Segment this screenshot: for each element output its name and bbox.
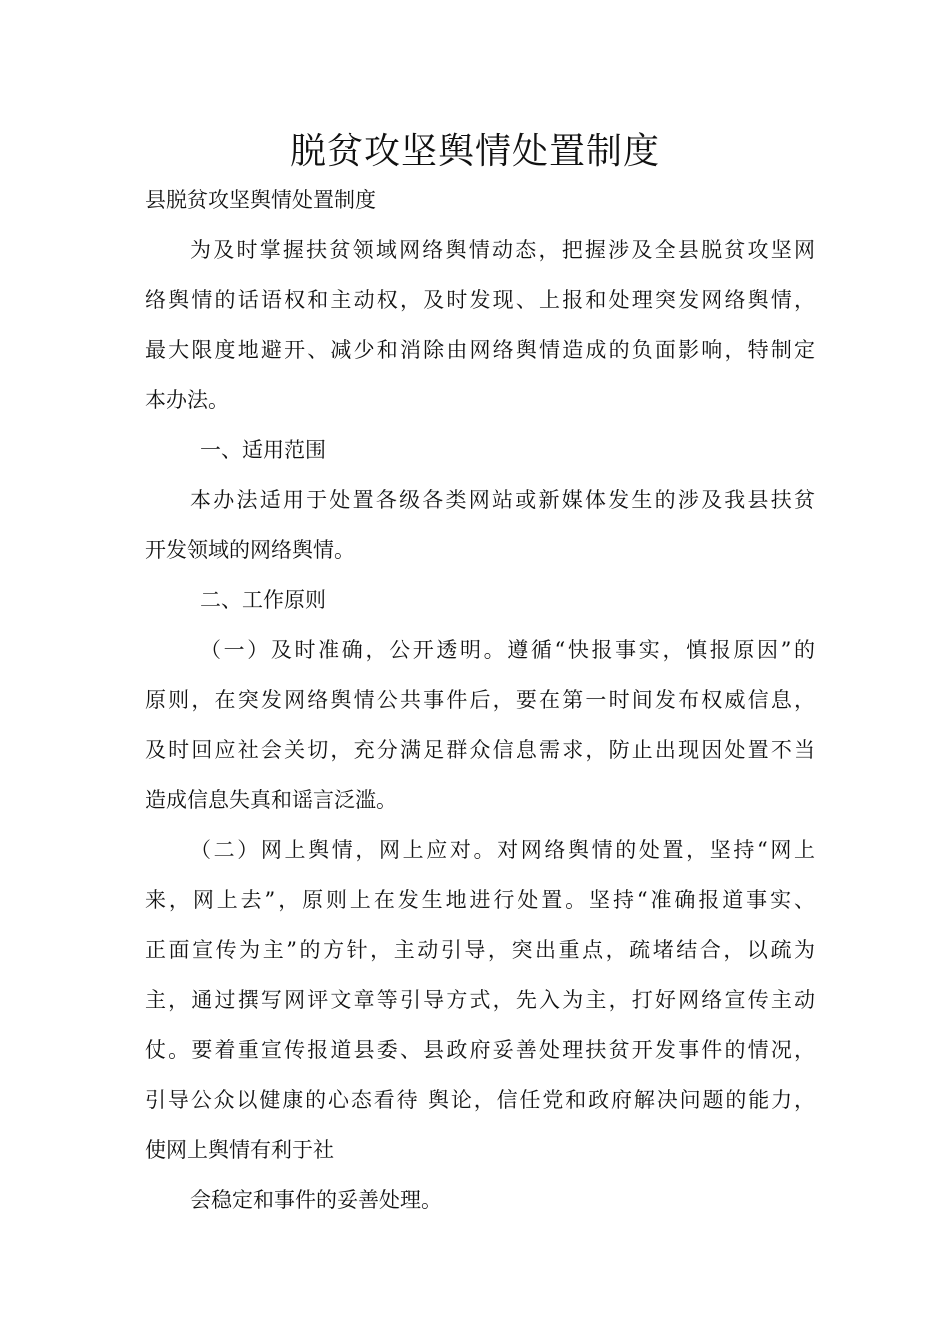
section-heading: 二、工作原则 — [200, 588, 326, 612]
paragraph-line: 仗。要着重宣传报道县委、县政府妥善处理扶贫开发事件的情况， — [145, 1038, 815, 1062]
paragraph-line: 正面宣传为主”的方针，主动引导，突出重点，疏堵结合，以疏为 — [145, 938, 815, 962]
paragraph-line: 本办法。 — [145, 388, 229, 412]
paragraph-line: 及时回应社会关切，充分满足群众信息需求，防止出现因处置不当 — [145, 738, 815, 762]
paragraph-line: （一）及时准确，公开透明。遵循“快报事实，慎报原因”的 — [200, 638, 815, 662]
paragraph-line: 引导公众以健康的心态看待 舆论，信任党和政府解决问题的能力， — [145, 1088, 815, 1112]
paragraph-line: 会稳定和事件的妥善处理。 — [190, 1188, 442, 1212]
paragraph-line: 本办法适用于处置各级各类网站或新媒体发生的涉及我县扶贫 — [190, 488, 815, 512]
document-title: 脱贫攻坚舆情处置制度 — [289, 131, 660, 172]
paragraph-line: 为及时掌握扶贫领域网络舆情动态，把握涉及全县脱贫攻坚网 — [190, 238, 815, 262]
section-heading: 一、适用范围 — [200, 438, 326, 462]
document-subtitle: 县脱贫攻坚舆情处置制度 — [145, 188, 376, 212]
paragraph-line: 使网上舆情有利于社 — [145, 1138, 334, 1162]
paragraph-line: 最大限度地避开、减少和消除由网络舆情造成的负面影响，特制定 — [145, 338, 815, 362]
paragraph-line: 原则，在突发网络舆情公共事件后，要在第一时间发布权威信息， — [145, 688, 815, 712]
paragraph-line: 主，通过撰写网评文章等引导方式，先入为主，打好网络宣传主动 — [145, 988, 815, 1012]
paragraph-line: 络舆情的话语权和主动权，及时发现、上报和处理突发网络舆情， — [145, 288, 815, 312]
paragraph-line: 来，网上去”，原则上在发生地进行处置。坚持“准确报道事实、 — [145, 888, 815, 912]
paragraph-line: 开发领域的网络舆情。 — [145, 538, 355, 562]
paragraph-line: （二）网上舆情，网上应对。对网络舆情的处置，坚持“网上 — [190, 838, 815, 862]
paragraph-line: 造成信息失真和谣言泛滥。 — [145, 788, 397, 812]
